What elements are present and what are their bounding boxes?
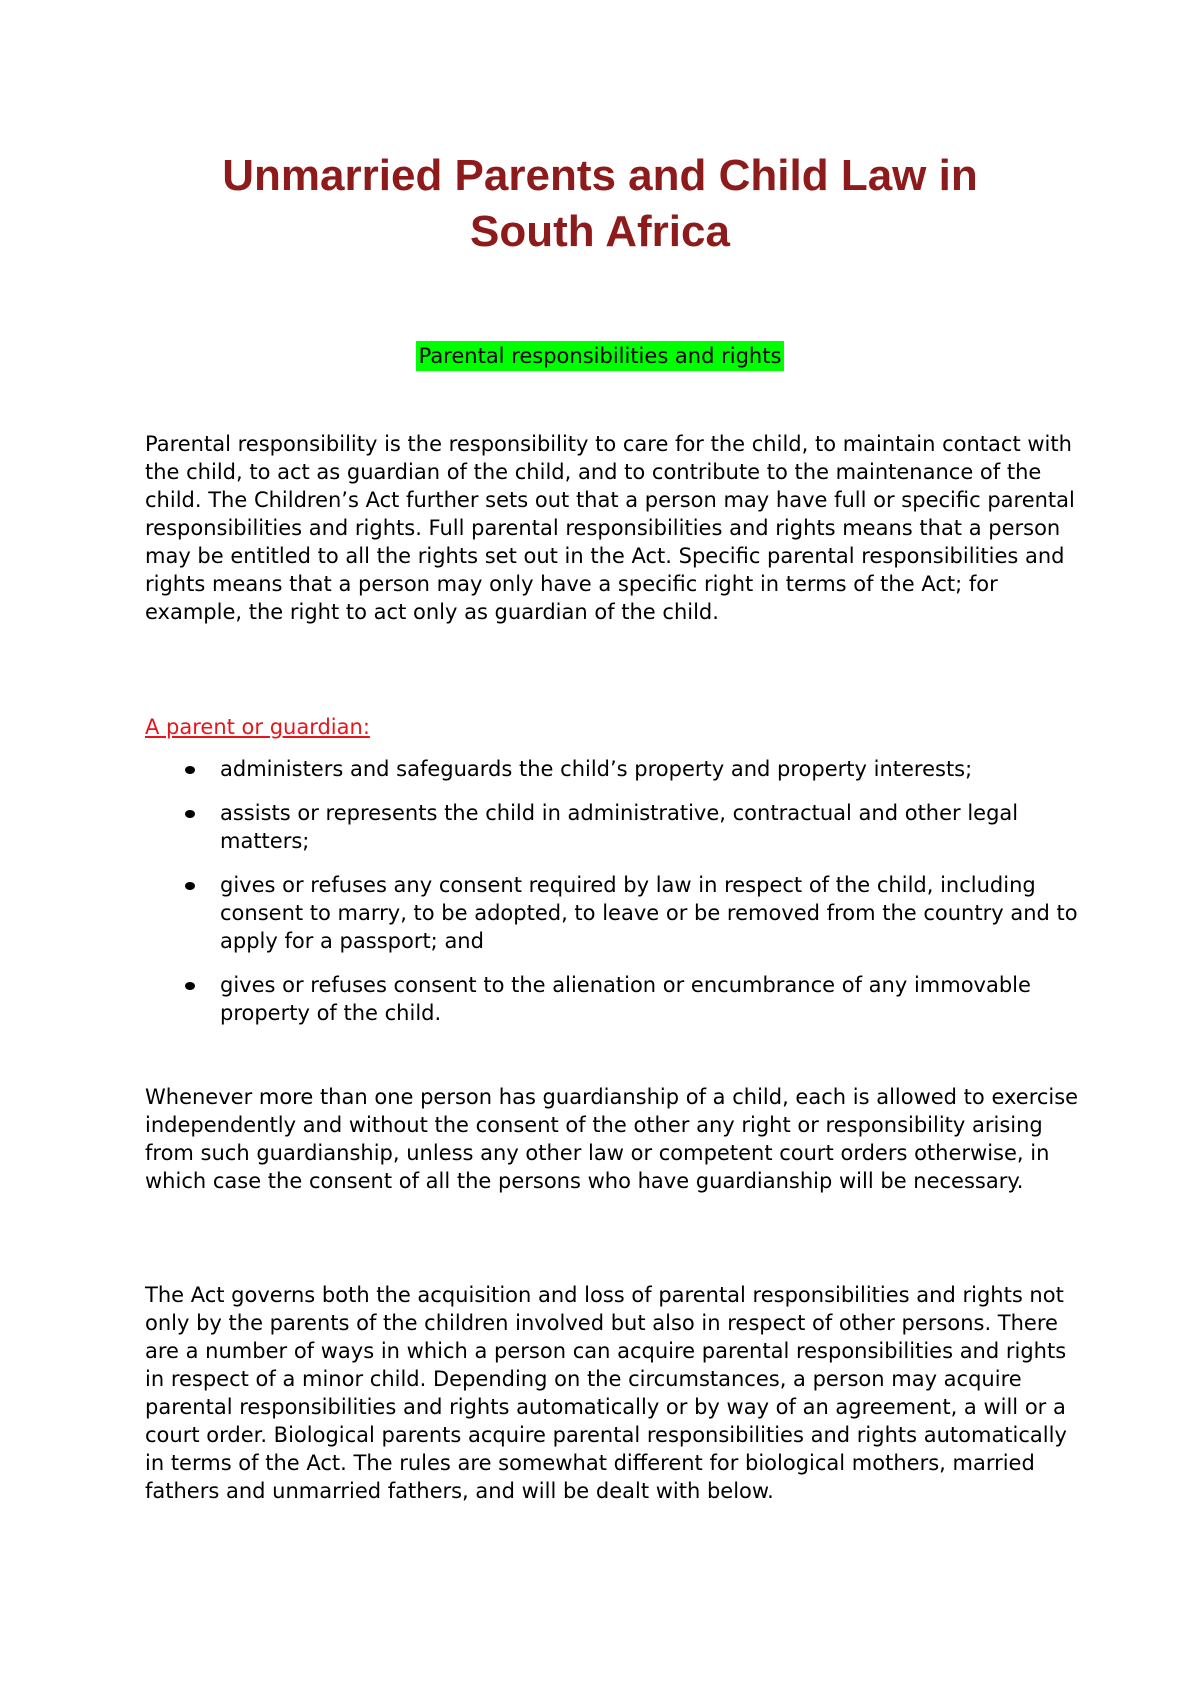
list-item-text: administers and safeguards the child’s property and property interests; (220, 757, 973, 781)
list-item-text: gives or refuses consent to the alienation or encumbrance of any immovable property of the child. (220, 973, 1031, 1025)
bullet-icon (185, 882, 195, 890)
list-item-text: assists or represents the child in administrative, contractual and other legal matters; (220, 801, 1019, 853)
bullet-list (145, 755, 1080, 1043)
bullet-icon (185, 766, 195, 774)
list-item (145, 799, 1080, 855)
paragraph-guardianship: Whenever more than one person has guardianship of a child, each is allowed to exercise independently and without the consent of the other any right or responsibility arising from such guardianship, unless any other law or competent court orders otherwise, in which case the consent of all the persons who have guardianship will be necessary. (145, 1085, 1079, 1193)
section-heading: Parental responsibilities and rights (416, 341, 785, 371)
section-heading-container (0, 341, 1200, 371)
title-line-1: Unmarried Parents and Child Law in (222, 151, 978, 200)
subheading-parent-or-guardian: A parent or guardian: (145, 715, 370, 739)
title-line-2: South Africa (470, 207, 730, 256)
list-item (145, 755, 1080, 783)
bullet-icon (185, 810, 195, 818)
bullet-icon (185, 982, 195, 990)
list-item (145, 871, 1080, 955)
paragraph-parental-responsibility: Parental responsibility is the responsibility to care for the child, to maintain contact with the child, to act as guardian of the child, and to contribute to the maintenance of the child. The Children’s Act further sets out that a person may have full or specific parental responsibilities and rights. Full parental responsibilities and rights means that a person may be entitled to all the rights set out in the Act. Specific parental responsibilities and rights means that a person may only have a specific right in terms of the Act; for example, the right to act only as guardian of the child. (145, 432, 1075, 624)
document-title (0, 148, 1200, 260)
list-item (145, 971, 1080, 1027)
list-item-text: gives or refuses any consent required by law in respect of the child, including consent to marry, to be adopted, to leave or be removed from the country and to apply for a passport; and (220, 873, 1078, 953)
paragraph-acquisition: The Act governs both the acquisition and loss of parental responsibilities and rights not only by the parents of the children involved but also in respect of other persons. There are a number of ways in which a person can acquire parental responsibilities and rights in respect of a minor child. Depending on the circumstances, a person may acquire parental responsibilities and rights automatically or by way of an agreement, a will or a court order. Biological parents acquire parental responsibilities and rights automatically in terms of the Act. The rules are somewhat different for biological mothers, married fathers and unmarried fathers, and will be dealt with below. (145, 1283, 1067, 1503)
